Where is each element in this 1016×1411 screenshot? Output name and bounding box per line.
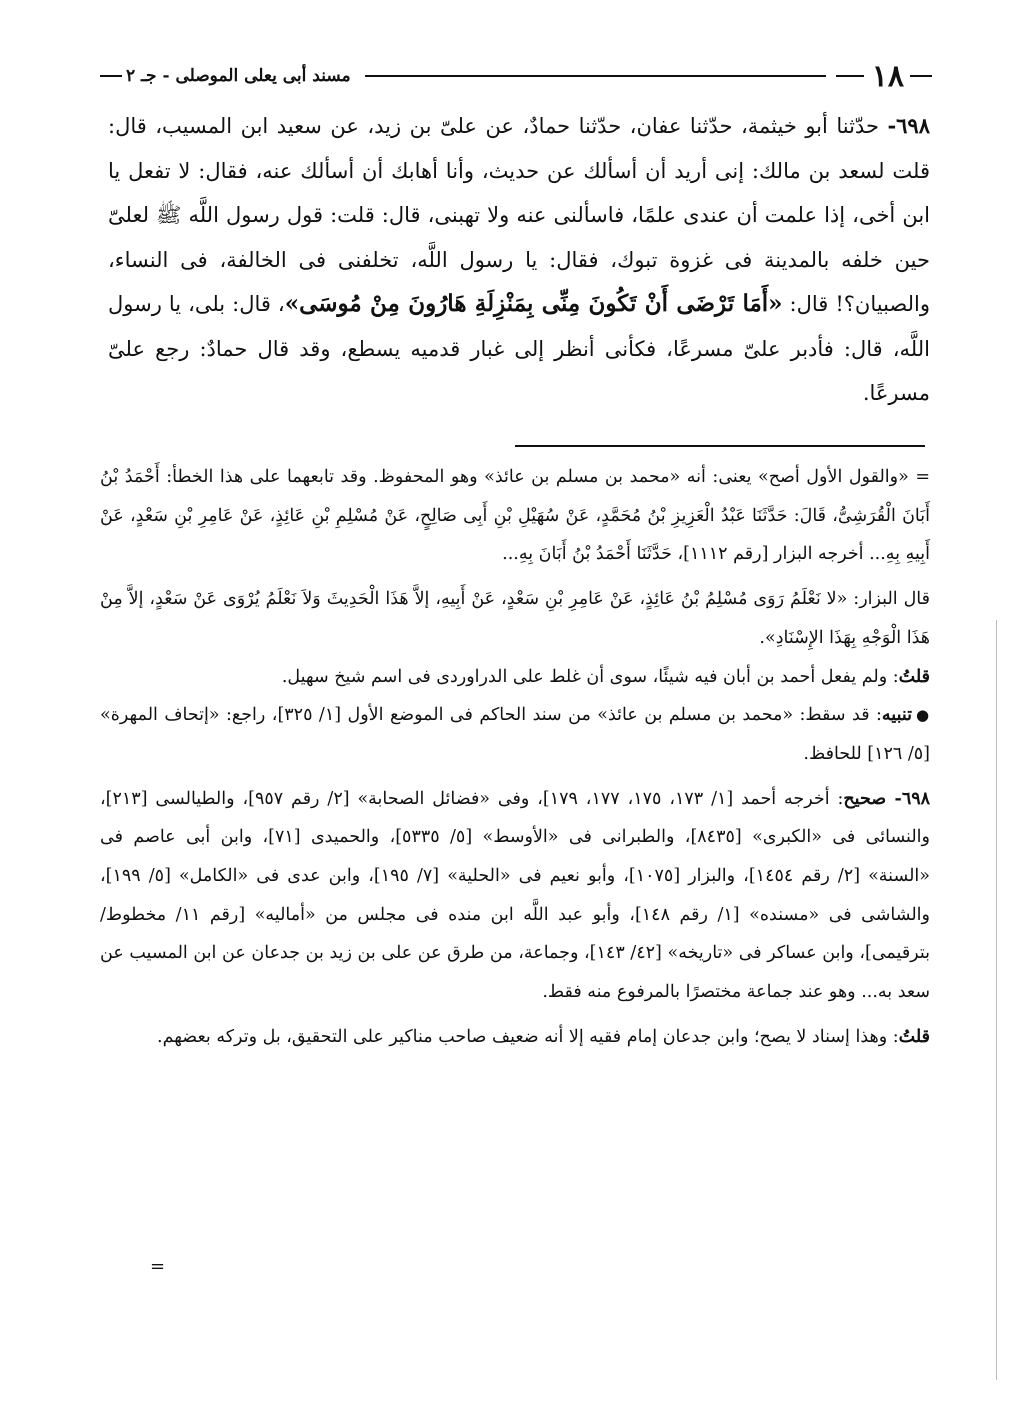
final-comment-label: قلتُ [898, 1026, 930, 1047]
note-bazzar: قال البزار: «لا نَعْلَمُ رَوَى مُسْلِمُ بْنُ عَائِذٍ، عَنْ عَامِرِ بْنِ سَعْدٍ، عَنْ أَبِيهِ، إلاَّ هَذَا الْحَدِيثَ وَلاَ نَعْلَمُ يُرْوَى عَنْ سَعْدٍ، إلاَّ مِنْ هَذَا الْوَجْهِ بِهَذَا الإِسْنَادِ». [100, 589, 930, 648]
hadith-body [108, 104, 930, 416]
takhrij-number: ٦٩٨- [894, 788, 931, 809]
continuation-mark: = [150, 1256, 166, 1277]
takhrij-text: : أخرجه أحمد [١/ ١٧٣، ١٧٥، ١٧٧، ١٧٩]، وفى «فضائل الصحابة» [٢/ رقم ٩٥٧]، والطيالسى [٢١٣]، والنسائى فى «الكبرى» [٨٤٣٥]، والطبرانى فى «الأوسط» [٥/ ٥٣٣٥]، والحميدى [٧١]، وابن أبى عاصم فى «السنة» [٢/ رقم ١٤٥٤]، والبزار [١٠٧٥]، وأبو نعيم فى «الحلية» [٧/ ١٩٥]، وابن عدى فى «الكامل» [٥/ ١٩٩]، والشاشى فى «مسنده» [١/ رقم ١٤٨]، وأبو عبد اللَّه ابن منده فى مجلس من «أماليه» [رقم ١١/ مخطوط/ بترقيمى]، وابن عساكر فى «تاريخه» [٤٢/ ١٤٣]، وجماعة، من طرق عن على بن زيد بن جدعان عن ابن المسيب عن سعد به... وهو عند جماعة مختصرًا بالمرفوع منه فقط. [100, 788, 930, 1003]
note-warning-text: : قد سقط: «محمد بن مسلم بن عائذ» من سند الحاكم فى الموضع الأول [١/ ٣٢٥]، راجع: «إتحاف المهرة» [٥/ ١٢٦] للحافظ. [100, 705, 930, 764]
prophetic-quote: «أَمَا تَرْضَى أَنْ تَكُونَ مِنِّى بِمَنْزِلَةِ هَارُونَ مِنْ مُوسَى» [284, 290, 783, 317]
running-title: مسند أبى يعلى الموصلى - جـ ٢ [126, 66, 351, 86]
hadith-paragraph [108, 104, 930, 416]
bullet-icon: ● [916, 706, 930, 725]
note-comment [100, 658, 930, 697]
note-warning-label: تنبيه [881, 705, 913, 726]
note-continuation: = «والقول الأول أصح» يعنى: أنه «محمد بن مسلم بن عائذ» وهو المحفوظ. وقد تابعهما على هذا الخطأ: أَحْمَدُ بْنُ أَبَانَ الْقُرَشِىُّ، قَالَ: حَدَّثَنَا عَبْدُ الْعَزِيزِ بْنُ مُحَمَّدٍ، عَنْ سُهَيْلِ بْنِ أَبِى صَالِحٍ، عَنْ مُسْلِمِ بْنِ عَائِذٍ، عَنْ عَامِرِ بْنِ سَعْدٍ، عَنْ أَبِيهِ بِهِ... أخرجه البزار [رقم ١١١٢]، حَدَّثَنَا أَحْمَدُ بْنُ أَبَانَ بِهِ... [100, 467, 930, 565]
footnotes [100, 458, 930, 1057]
page-number: ١٨ [871, 58, 904, 94]
note-warning [100, 696, 930, 773]
note-comment-text: : ولم يفعل أحمد بن أبان فيه شيئًا، سوى أن غلط على الدراوردى فى اسم شيخ سهيل. [281, 666, 899, 687]
hadith-number: ٦٩٨- [887, 113, 930, 138]
header-dash-mid [836, 75, 864, 77]
header-rule [365, 75, 826, 77]
header-dash-right [910, 75, 932, 77]
final-comment [100, 1018, 930, 1057]
takhrij-grade: صحيح [843, 788, 895, 809]
final-comment-text: : وهذا إسناد لا يصح؛ وابن جدعان إمام فقيه إلا أنه ضعيف صاحب مناكير على التحقيق، بل وتركه بعضهم. [157, 1026, 899, 1047]
hadith-text-part2: ، قال: بلى، يا رسول اللَّه، قال: فأدبر علىّ مسرعًا، فكأنى أنظر إلى غبار قدميه يسطع، وقد قال حمادٌ: رجع علىّ مسرعًا. [108, 292, 930, 405]
page-header [100, 56, 932, 96]
hadith-text-part1: حدّثنا أبو خيثمة، حدّثنا عفان، حدّثنا حمادٌ، عن علىّ بن زيد، عن سعيد ابن المسيب، قال: قلت لسعد بن مالك: إنى أريد أن أسألك عن حديث، وأنا أهابك أن أسألك عنه، فقال: لا تفعل يا ابن أخى، إذا علمت أن عندى علمًا، فاسألنى عنه ولا تهبنى، قال: قلت: قول رسول اللَّه ﷺ لعلىّ حين خلفه بالمدينة فى غزوة تبوك، فقال: يا رسول اللَّه، تخلفنى فى الخالفة، فى النساء، والصبيان؟! قال: [108, 114, 930, 316]
takhrij-paragraph [100, 780, 930, 1012]
header-dash-left [100, 75, 122, 77]
scan-edge-line [996, 620, 997, 1380]
footnote-separator [515, 445, 925, 447]
note-comment-label: قلتُ [898, 666, 930, 687]
